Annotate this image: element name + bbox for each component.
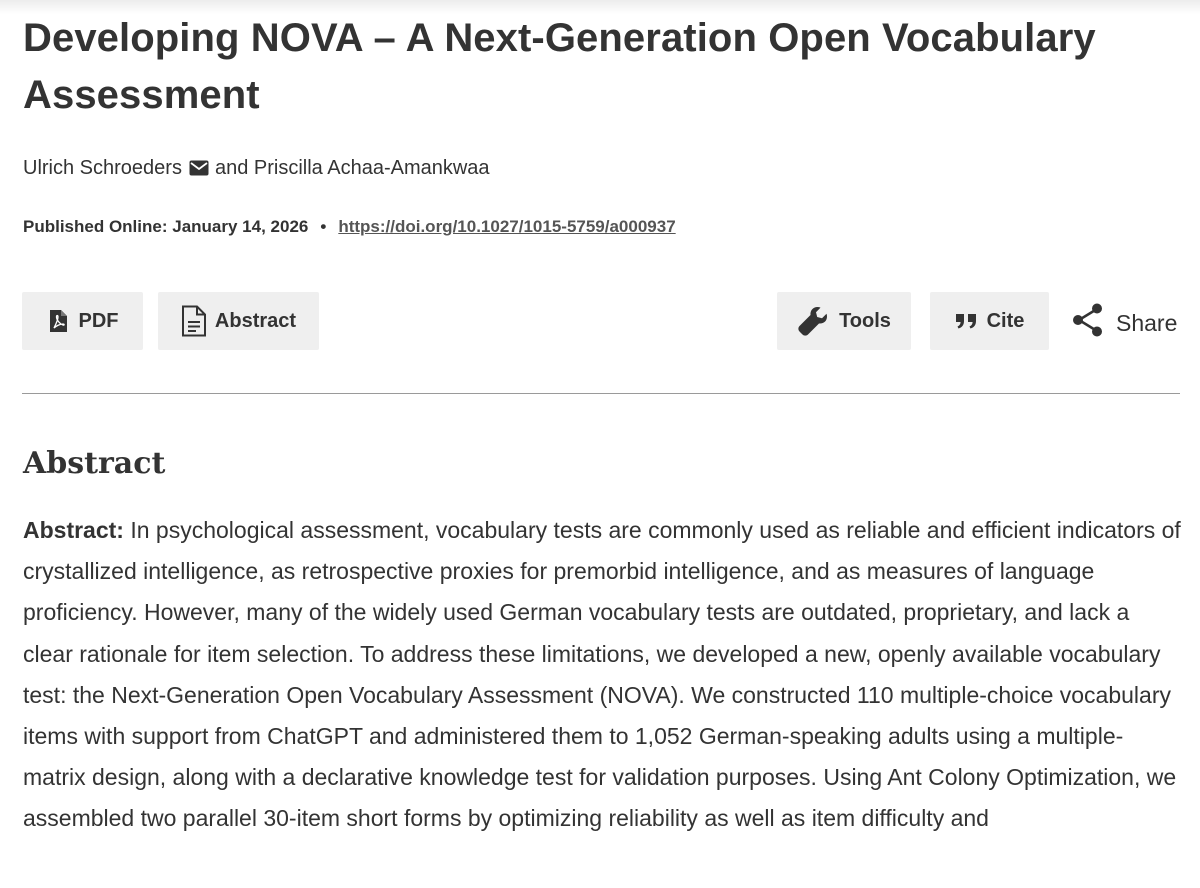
article-title: Developing NOVA – A Next-Generation Open Vocabulary Assessment xyxy=(23,16,1096,117)
pdf-button[interactable] xyxy=(22,292,143,350)
pdf-icon xyxy=(47,309,69,333)
author-connector: and xyxy=(214,157,249,179)
email-icon[interactable] xyxy=(189,156,209,184)
meta-separator: • xyxy=(320,217,327,236)
abstract-button[interactable] xyxy=(158,292,319,350)
share-icon xyxy=(1071,302,1105,344)
cite-button-label: Cite xyxy=(986,309,1025,332)
author-link-first[interactable]: Ulrich Schroeders xyxy=(23,157,182,179)
share-button[interactable] xyxy=(1071,303,1177,343)
author-line xyxy=(23,154,490,184)
share-button-label: Share xyxy=(1116,309,1178,336)
quote-icon xyxy=(955,313,977,329)
abstract-heading: Abstract xyxy=(23,446,166,481)
publication-meta xyxy=(23,214,676,240)
published-label: Published Online: xyxy=(23,217,168,236)
document-icon xyxy=(181,305,207,337)
tools-button[interactable] xyxy=(777,292,911,350)
abstract-button-label: Abstract xyxy=(214,309,297,332)
tools-button-label: Tools xyxy=(839,309,891,332)
cite-button[interactable] xyxy=(930,292,1049,350)
abstract-body xyxy=(23,510,1183,840)
abstract-lead: Abstract: xyxy=(23,517,124,543)
author-link-second[interactable]: Priscilla Achaa-Amankwaa xyxy=(253,157,490,179)
section-divider xyxy=(22,393,1180,394)
abstract-text: In psychological assessment, vocabulary tests are commonly used as reliable and efficient indicators of crystallized intelligence, as retrospective proxies for premorbid intelligence, and as measures of language proficiency. However, many of the widely used German vocabulary tests are outdated, proprietary, and lack a clear rationale for item selection. To address these limitations, we developed a new, openly available vocabulary test: the Next-Generation Open Vocabulary Assessment (NOVA). We constructed 110 multiple-choice vocabulary items with support from ChatGPT and administered them to 1,052 German-speaking adults using a multiple-matrix design, along with a declarative knowledge test for validation purposes. Using Ant Colony Optimization, we assembled two parallel 30-item short forms by optimizing reliability as well as item difficulty and xyxy=(23,517,1181,832)
doi-link[interactable]: https://doi.org/10.1027/1015-5759/a000937 xyxy=(338,217,676,236)
published-date: January 14, 2026 xyxy=(172,217,309,236)
wrench-icon xyxy=(797,305,829,337)
pdf-button-label: PDF xyxy=(78,309,119,332)
